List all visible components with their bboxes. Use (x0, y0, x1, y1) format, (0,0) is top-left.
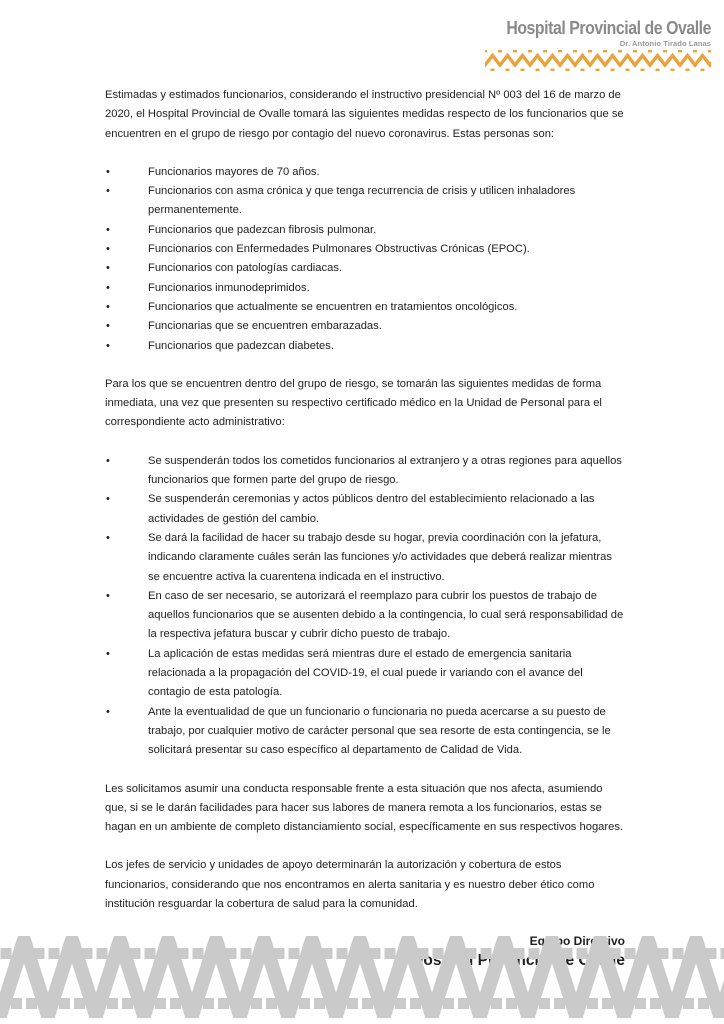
logo-zigzag-pattern (485, 50, 711, 71)
list-item (105, 298, 625, 317)
logo-title: Hospital Provincial de Ovalle (506, 18, 711, 38)
list-item (105, 221, 625, 240)
list-item-text: Funcionarios que padezcan diabetes. (148, 339, 334, 352)
bullet-icon: • (106, 281, 110, 294)
closing-paragraph-2: Los jefes de servicio y unidades de apoyo determinarán la autorización y cobertura de estos funcionarios, considerando que nos encontramos en alerta sanitaria y es nuestro deber ético como institución resguardar la cobertura de salud para la comunidad. (105, 859, 595, 910)
list-item-text: Se dará la facilidad de hacer su trabajo desde su hogar, previa coordinación con la jefatura, indicando claramente cuáles serán las funciones y/o actividades que deberá realizar mientras se encuentre activa la cuarentena indicada en el instructivo. (148, 531, 612, 583)
list-item-text: Funcionarios con asma crónica y que tenga recurrencia de crisis y utilicen inhaladores permanentemente. (148, 185, 576, 217)
list-item (105, 645, 625, 703)
list-item (105, 317, 625, 336)
intro-paragraph: Estimadas y estimados funcionarios, considerando el instructivo presidencial Nº 003 del 16 de marzo de 2020, el Hospital Provincial de Ovalle tomará las siguientes medidas respecto de los funcionarios que se encuentren en el grupo de riesgo por contagio del nuevo coronavirus. Estas personas son: (105, 89, 624, 140)
closing-paragraph-1: Les solicitamos asumir una conducta responsable frente a esta situación que nos afecta, asumiendo que, si se le darán facilidades para hacer sus labores de manera remota a los funcionarios, estas se hagan en un ambiente de completo distanciamiento social, específicamente en sus respectivos hogares. (105, 782, 624, 834)
list-item (105, 490, 625, 529)
list-item (105, 240, 625, 259)
list-item-text: Funcionarios que padezcan fibrosis pulmonar. (148, 223, 377, 236)
footer-zigzag-pattern (0, 936, 724, 1018)
risk-group-list (105, 163, 625, 356)
list-item (105, 259, 625, 278)
measures-intro-paragraph: Para los que se encuentren dentro del grupo de riesgo, se tomarán las siguientes medidas de forma inmediata, una vez que presenten su respectivo certificado médico en la Unidad de Personal para el correspondiente acto administrativo: (105, 377, 602, 429)
list-item-text: Funcionarios inmunodeprimidos. (148, 281, 310, 294)
bullet-icon: • (106, 531, 110, 544)
list-item-text: Funcionarias que se encuentren embarazadas. (148, 320, 382, 333)
bullet-icon: • (106, 223, 110, 236)
bullet-icon: • (106, 243, 110, 256)
list-item-text: En caso de ser necesario, se autorizará el reemplazo para cubrir los puestos de trabajo de aquellos funcionarios que se ausenten debido a la contingencia, lo cual será responsabilidad de la respectiva jefatura buscar y cubrir dicho puesto de trabajo. (148, 589, 624, 641)
measures-list (105, 452, 625, 761)
bullet-icon: • (106, 262, 110, 275)
list-item (105, 182, 625, 221)
list-item (105, 163, 625, 182)
list-item (105, 587, 625, 645)
list-item-text: Funcionarios que actualmente se encuentren en tratamientos oncológicos. (148, 300, 518, 313)
list-item-text: Funcionarios con patologías cardiacas. (148, 262, 343, 275)
list-item-text: Funcionarios mayores de 70 años. (148, 165, 320, 178)
list-item-text: La aplicación de estas medidas será mientras dure el estado de emergencia sanitaria relacionada a la propagación del COVID-19, el cual puede ir variando con el avance del contagio de esta patología. (148, 647, 583, 699)
list-item (105, 529, 625, 587)
bullet-icon: • (106, 185, 110, 198)
bullet-icon: • (106, 493, 110, 506)
list-item-text: Ante la eventualidad de que un funcionario o funcionaria no pueda acercarse a su puesto de trabajo, por cualquier motivo de carácter personal que sea resorte de esta contingencia, se le solicitará presentar su caso específico al departamento de Calidad de Vida. (148, 705, 611, 757)
list-item (105, 337, 625, 356)
list-item (105, 703, 625, 761)
list-item-text: Se suspenderán ceremonias y actos públicos dentro del establecimiento relacionado a las actividades de gestión del cambio. (148, 493, 595, 525)
list-item (105, 452, 625, 491)
bullet-icon: • (106, 454, 110, 467)
logo-subtitle: Dr. Antonio Tirado Lanas (619, 39, 711, 48)
bullet-icon: • (106, 589, 110, 602)
letter-body (105, 86, 625, 971)
bullet-icon: • (106, 300, 110, 313)
list-item-text: Funcionarios con Enfermedades Pulmonares Obstructivas Crónicas (EPOC). (148, 243, 530, 256)
hospital-logo (411, 17, 711, 76)
list-item (105, 279, 625, 298)
bullet-icon: • (106, 647, 110, 660)
bullet-icon: • (106, 320, 110, 333)
bullet-icon: • (106, 165, 110, 178)
list-item-text: Se suspenderán todos los cometidos funcionarios al extranjero y a otras regiones para aquellos funcionarios que formen parte del grupo de riesgo. (148, 454, 622, 487)
bullet-icon: • (106, 705, 110, 718)
bullet-icon: • (106, 339, 110, 352)
